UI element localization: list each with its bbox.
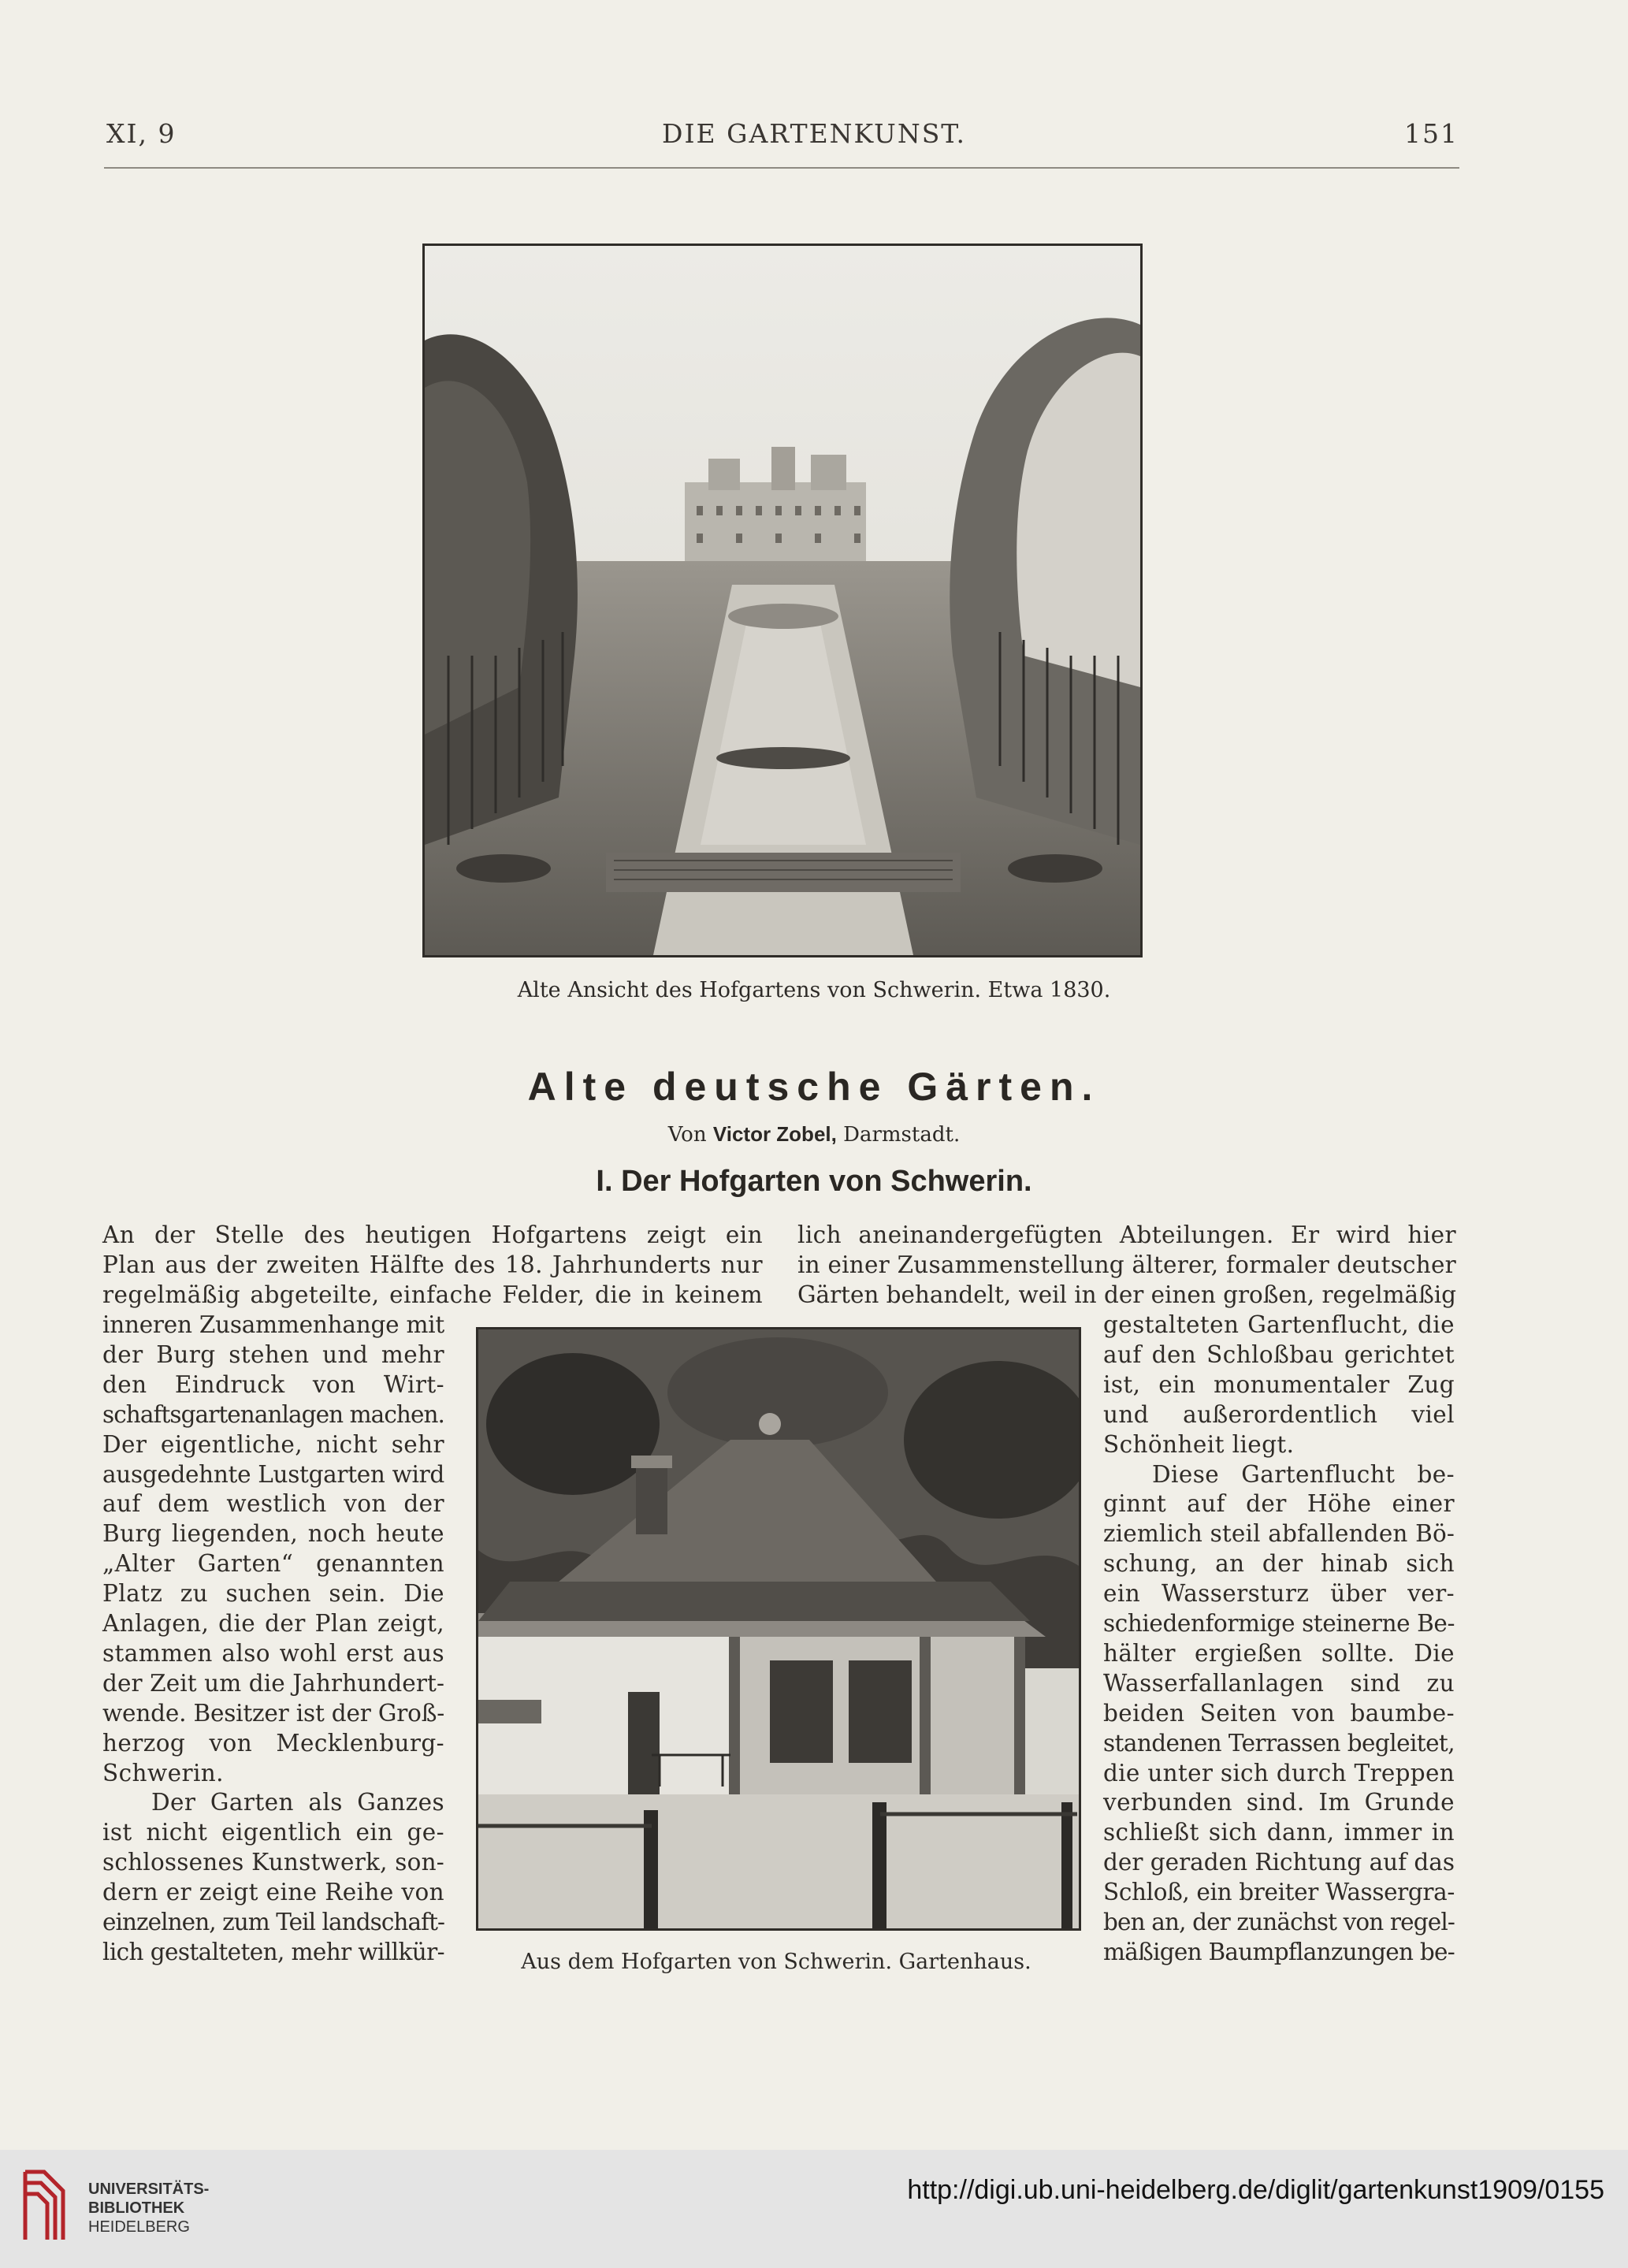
text-line: Diese Gartenflucht be- [1152, 1460, 1455, 1488]
header-rule [104, 167, 1459, 169]
text-line: gestalteten Gartenflucht, die [1103, 1311, 1455, 1338]
source-url-link[interactable]: http://digi.ub.uni-heidelberg.de/diglit/gartenkunst1909/0155 [907, 2175, 1604, 2205]
text-line: den Eindruck von Wirt- [102, 1370, 444, 1398]
text-line: Wasserfallanlagen sind zu [1103, 1669, 1455, 1697]
article-byline [0, 1122, 1628, 1147]
text-line: die unter sich durch Treppen [1103, 1759, 1455, 1787]
text-line: „Alter Garten“ genannten [102, 1550, 444, 1578]
text-line: schlossenes Kunstwerk, son- [102, 1849, 444, 1876]
text-line: und außerordentlich viel [1103, 1400, 1455, 1428]
text-line: stammen also wohl erst aus [102, 1639, 444, 1667]
text-line: ginnt auf der Höhe einer [1103, 1490, 1455, 1518]
text-line: auf den Schloßbau gerichtet [1103, 1340, 1455, 1368]
text-line: Schönheit liegt. [1103, 1430, 1295, 1458]
library-name [88, 2180, 209, 2236]
garden-house-photo [478, 1329, 1079, 1928]
text-line: Schwerin. [102, 1759, 224, 1787]
text-line: An der Stelle des heutigen Hofgartens zeigt ein [102, 1221, 763, 1248]
text-line: schung, an der hinab sich [1103, 1550, 1455, 1578]
byline-prefix: Von [667, 1123, 707, 1147]
text-line: Der eigentliche, nicht sehr [102, 1430, 444, 1458]
text-line: standenen Terrassen begleitet, [1103, 1729, 1455, 1757]
text-line: beiden Seiten von baumbe- [1103, 1699, 1455, 1727]
text-line: Plan aus der zweiten Hälfte des 18. Jahrhunderts nur [102, 1251, 763, 1278]
text-line: Platz zu suchen sein. Die [102, 1580, 444, 1608]
author-name: Victor Zobel, [712, 1122, 837, 1146]
library-footer [0, 2150, 1628, 2268]
text-line: mäßigen Baumpflanzungen be- [1103, 1938, 1455, 1965]
article-title: Alte deutsche Gärten. [527, 1065, 1101, 1109]
text-line: ein Wassersturz über ver- [1103, 1580, 1455, 1608]
text-line: lich gestalteten, mehr willkür- [102, 1938, 444, 1965]
text-line: der Burg stehen und mehr [102, 1340, 444, 1368]
text-line: in einer Zusammenstellung älterer, formaler deutscher [797, 1251, 1456, 1278]
text-line: schließt sich dann, immer in [1103, 1819, 1455, 1846]
text-line: ben an, der zunächst von regel- [1103, 1909, 1455, 1935]
text-line: verbunden sind. Im Grunde [1103, 1789, 1455, 1816]
author-place: Darmstadt. [843, 1123, 961, 1147]
garden-engraving-image [425, 246, 1140, 955]
text-line: der Zeit um die Jahrhundert- [102, 1669, 444, 1697]
text-line: lich aneinandergefügten Abteilungen. Er wird hier [797, 1221, 1456, 1248]
text-line: Anlagen, die der Plan zeigt, [102, 1610, 444, 1637]
text-line: Schloß, ein breiter Wassergra- [1103, 1879, 1455, 1906]
text-line: wende. Besitzer ist der Groß- [102, 1699, 444, 1727]
running-header-journal: DIE GARTENKUNST. [662, 118, 966, 149]
text-line: ausgedehnte Lustgarten wird [102, 1460, 444, 1488]
text-line: inneren Zusammenhange mit [102, 1311, 444, 1338]
text-line: ziemlich steil abfallenden Bö- [1103, 1520, 1455, 1548]
garden-engraving-figure [422, 244, 1143, 957]
text-line: Der Garten als Ganzes [151, 1789, 444, 1816]
text-line: Gärten behandelt, weil in der einen großen, regelmäßig [797, 1281, 1456, 1308]
text-line: schaftsgartenanlagen machen. [102, 1400, 444, 1428]
library-name-line-2: BIBLIOTHEK [88, 2199, 185, 2217]
text-line: herzog von Mecklenburg- [102, 1729, 444, 1757]
text-line: regelmäßig abgeteilte, einfache Felder, die in keinem [102, 1281, 763, 1308]
text-line: einzelnen, zum Teil landschaft- [102, 1909, 444, 1935]
text-line: schiedenformige steinerne Be- [1103, 1610, 1455, 1637]
text-line: dern er zeigt eine Reihe von [102, 1879, 444, 1906]
garden-house-photo-figure [476, 1327, 1081, 1931]
running-header-volume: XI, 9 [106, 118, 177, 149]
text-line: der geraden Richtung auf das [1103, 1849, 1455, 1876]
library-name-line-1: UNIVERSITÄTS- [88, 2181, 210, 2198]
figure-caption-garden-house: Aus dem Hofgarten von Schwerin. Gartenhaus. [521, 1950, 1031, 1974]
library-logo-icon [20, 2164, 69, 2243]
text-line: hälter ergießen sollte. Die [1103, 1639, 1455, 1667]
text-line: auf dem westlich von der [102, 1490, 444, 1518]
text-line: ist, ein monumentaler Zug [1103, 1370, 1455, 1398]
text-line: Burg liegenden, noch heute [102, 1520, 444, 1548]
section-heading: I. Der Hofgarten von Schwerin. [596, 1165, 1032, 1198]
figure-caption-engraving: Alte Ansicht des Hofgartens von Schwerin. Etwa 1830. [517, 978, 1111, 1002]
library-name-line-3: HEIDELBERG [88, 2218, 190, 2236]
text-line: ist nicht eigentlich ein ge- [102, 1819, 444, 1846]
page-number: 151 [1404, 118, 1459, 149]
